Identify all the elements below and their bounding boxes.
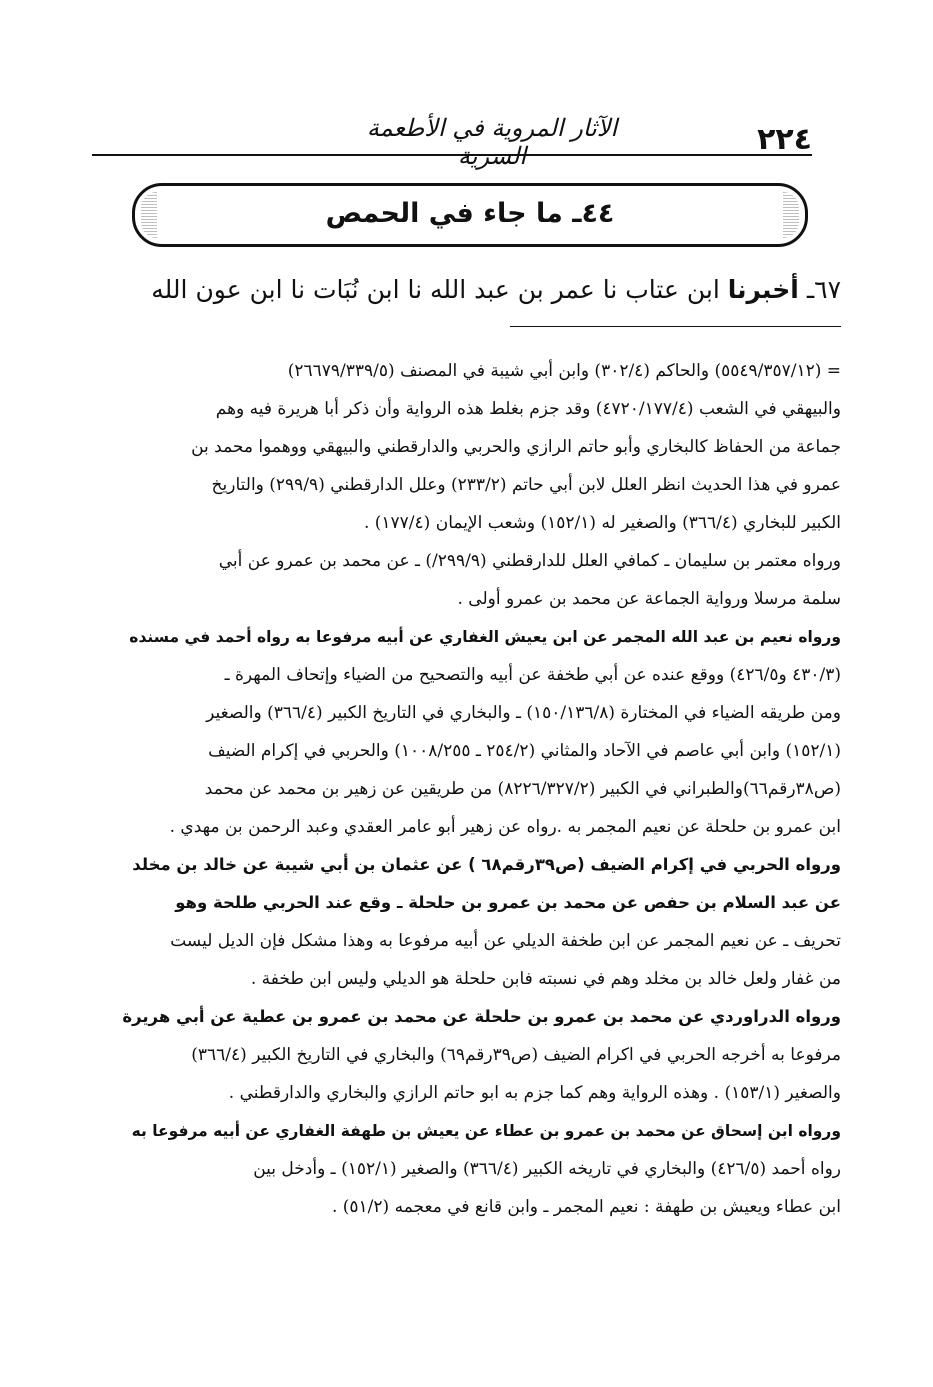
footnote-line: = (٥٥٤٩/٣٥٧/١٢) والحاكم (٣٠٢/٤) وابن أبي شيبة في المصنف (٢٦٦٧٩/٣٣٩/٥) — [287, 361, 841, 381]
chapter-title: ٤٤ـ ما جاء في الحمص — [325, 198, 615, 229]
footnote-line: جماعة من الحفاظ كالبخاري وأبو حاتم الرازي والحربي والدارقطني والبيهقي ووهموا محمد بن — [191, 437, 841, 457]
footnote-rule — [510, 326, 841, 327]
page-header — [92, 100, 812, 170]
running-title: الآثار المروية في الأطعمة السرية — [366, 114, 618, 170]
footnote-line: ومن طريقه الضياء في المختارة (١٥٠/١٣٦/٨) ـ والبخاري في التاريخ الكبير (٣٦٦/٤) والصغير — [206, 703, 841, 723]
footnote-line: تحريف ـ عن نعيم المجمر عن ابن طخفة الديلي عن أبيه مرفوعا به وهذا مشكل فإن الديل ليست — [170, 931, 841, 951]
footnote-line: والبيهقي في الشعب (٤٧٢٠/١٧٧/٤) وقد جزم بغلط هذه الرواية وأن ذكر أبا هريرة فيه وهم — [215, 399, 841, 419]
footnote-line: عمرو في هذا الحديث انظر العلل لابن أبي حاتم (٢٣٣/٢) وعلل الدارقطني (٢٩٩/٩) والتاريخ — [211, 475, 841, 495]
hadith-number: ٦٧ـ — [806, 275, 841, 304]
footnote-line: من غفار ولعل خالد بن مخلد وهم في نسبته فابن حلحلة هو الديلي وليس ابن طخفة . — [250, 969, 841, 989]
footnote-line: مرفوعا به أخرجه الحربي في اكرام الضيف (ص٣٩رقم٦٩) والبخاري في التاريخ الكبير (٣٦٦/٤) — [191, 1045, 841, 1065]
hadith-keyword: أخبرنا — [727, 275, 799, 304]
footnote-line: (٤٣٠/٣ و٤٢٦/٥) ووقع عنده عن أبي طخفة عن أبيه والتصحيح من الضياء وإتحاف المهرة ـ — [224, 665, 841, 685]
footnote-line: ابن عمرو بن حلحلة عن نعيم المجمر به .رواه عن زهير أبو عامر العقدي وعبد الرحمن بن مهدي . — [169, 817, 841, 837]
footnote-line: ابن عطاء ويعيش بن طهفة : نعيم المجمر ـ وابن قانع في معجمه (٥١/٢) . — [331, 1197, 841, 1217]
footnote-line: والصغير (١٥٣/١) . وهذه الرواية وهم كما جزم به ابو حاتم الرازي والبخاري والدارقطني . — [228, 1083, 841, 1103]
hadith-chain: ابن عتاب نا عمر بن عبد الله نا ابن نُبَات نا ابن عون الله — [151, 275, 720, 304]
page-number: ٢٢٤ — [757, 122, 812, 157]
footnote-line: سلمة مرسلا ورواية الجماعة عن محمد بن عمرو أولى . — [457, 589, 841, 609]
footnote-line: رواه أحمد (٤٢٦/٥) والبخاري في تاريخه الكبير (٣٦٦/٤) والصغير (١٥٢/١) ـ وأدخل بين — [253, 1159, 841, 1179]
footnote-line: الكبير للبخاري (٣٦٦/٤) والصغير له (١٥٢/١) وشعب الإيمان (١٧٧/٤) . — [363, 513, 841, 533]
footnote-line: (ص٣٨رقم٦٦)والطبراني في الكبير (٨٢٢٦/٣٢٧/٢) من طريقين عن زهير بن محمد عن محمد — [204, 779, 841, 799]
chapter-heading-box — [132, 183, 808, 247]
footnote-line: ورواه الدراوردي عن محمد بن عمرو بن حلحلة عن محمد بن عمرو بن عطية عن أبي هريرة — [122, 1007, 841, 1026]
footnotes — [121, 352, 841, 1226]
footnote-line: ورواه الحربي في إكرام الضيف (ص٣٩رقم٦٨ ) عن عثمان بن أبي شيبة عن خالد بن مخلد — [132, 855, 841, 874]
header-rule — [92, 154, 812, 156]
footnote-line: ورواه معتمر بن سليمان ـ كمافي العلل للدارقطني (٢٩٩/٩/) ـ عن محمد بن عمرو عن أبي — [218, 551, 841, 571]
footnote-line: (١٥٢/١) وابن أبي عاصم في الآحاد والمثاني (٢٥٤/٢ ـ ١٠٠٨/٢٥٥) والحربي في إكرام الضيف — [208, 741, 841, 761]
footnote-line: عن عبد السلام بن حفص عن محمد بن عمرو بن حلحلة ـ وقع عند الحربي طلحة وهو — [175, 893, 841, 912]
hadith-text — [111, 270, 841, 310]
footnote-line: ورواه ابن إسحاق عن محمد بن عمرو بن عطاء عن يعيش بن طهفة الغفاري عن أبيه مرفوعا به — [131, 1122, 841, 1140]
footnote-line: ورواه نعيم بن عبد الله المجمر عن ابن يعيش الغفاري عن أبيه مرفوعا به رواه أحمد في مسنده — [129, 628, 841, 646]
